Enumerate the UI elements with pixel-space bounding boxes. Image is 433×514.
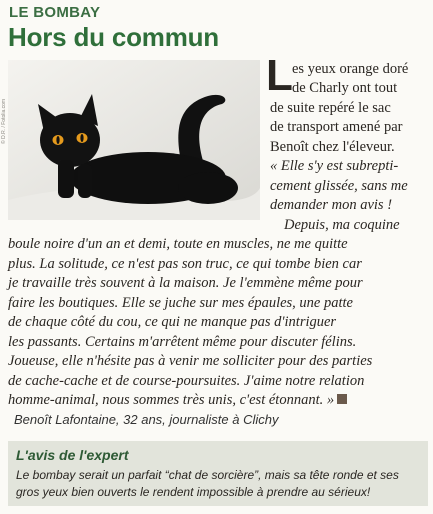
article-line: « Elle s'y est subrepti- [270, 158, 399, 174]
article-line: plus. La solitude, ce n'est pas son truc, ce qui tombe bien car [8, 256, 362, 272]
expert-text-line: Le bombay serait un parfait “chat de sorcière”, mais sa tête ronde et ses [16, 468, 399, 482]
article-line-text: homme-animal, nous sommes très unis, c'est étonnant. » [8, 392, 335, 408]
article-line: de chaque côté du cou, ce qui ne manque pas d'intriguer [8, 314, 337, 330]
photo-credit: © D.R. / Fotolia.com [1, 98, 7, 144]
article-line: cement glissée, sans me [270, 178, 408, 194]
article-line: de suite repéré le sac [270, 100, 391, 116]
end-of-article-mark [337, 394, 347, 404]
article-line: je travaille très souvent à la maison. Je l'emmène même pour [8, 275, 363, 291]
expert-title: L'avis de l'expert [16, 447, 129, 463]
article-line-last [8, 391, 347, 411]
article-line: demander mon avis ! [270, 197, 393, 213]
black-cat-illustration [8, 60, 260, 220]
article-line: les passants. Certains m'arrêtent même pour discuter félins. [8, 334, 357, 350]
section-label: LE BOMBAY [9, 4, 101, 21]
article-line: de cache-cache et de course-poursuites. J'aime notre relation [8, 373, 365, 389]
drop-cap: L [266, 51, 293, 100]
article-line: Benoît chez l'éleveur. [270, 139, 395, 155]
expert-text-line: gros yeux bien ouverts le rendent impossible à prendre au sérieux! [16, 485, 371, 499]
cat-photo [8, 60, 260, 220]
article-line: es yeux orange doré [292, 61, 409, 77]
expert-box [8, 441, 428, 506]
article-line: boule noire d'un an et demi, toute en muscles, ne me quitte [8, 236, 348, 252]
article-line: Joueuse, elle n'hésite pas à venir me solliciter pour des parties [8, 353, 373, 369]
article-line: faire les boutiques. Elle se juche sur mes épaules, une patte [8, 295, 353, 311]
byline: Benoît Lafontaine, 32 ans, journaliste à Clichy [14, 412, 279, 427]
article-line: de transport amené par [270, 119, 403, 135]
page-title: Hors du commun [8, 22, 219, 52]
article-line: Depuis, ma coquine [284, 217, 400, 233]
article-line: de Charly ont tout [292, 80, 398, 96]
